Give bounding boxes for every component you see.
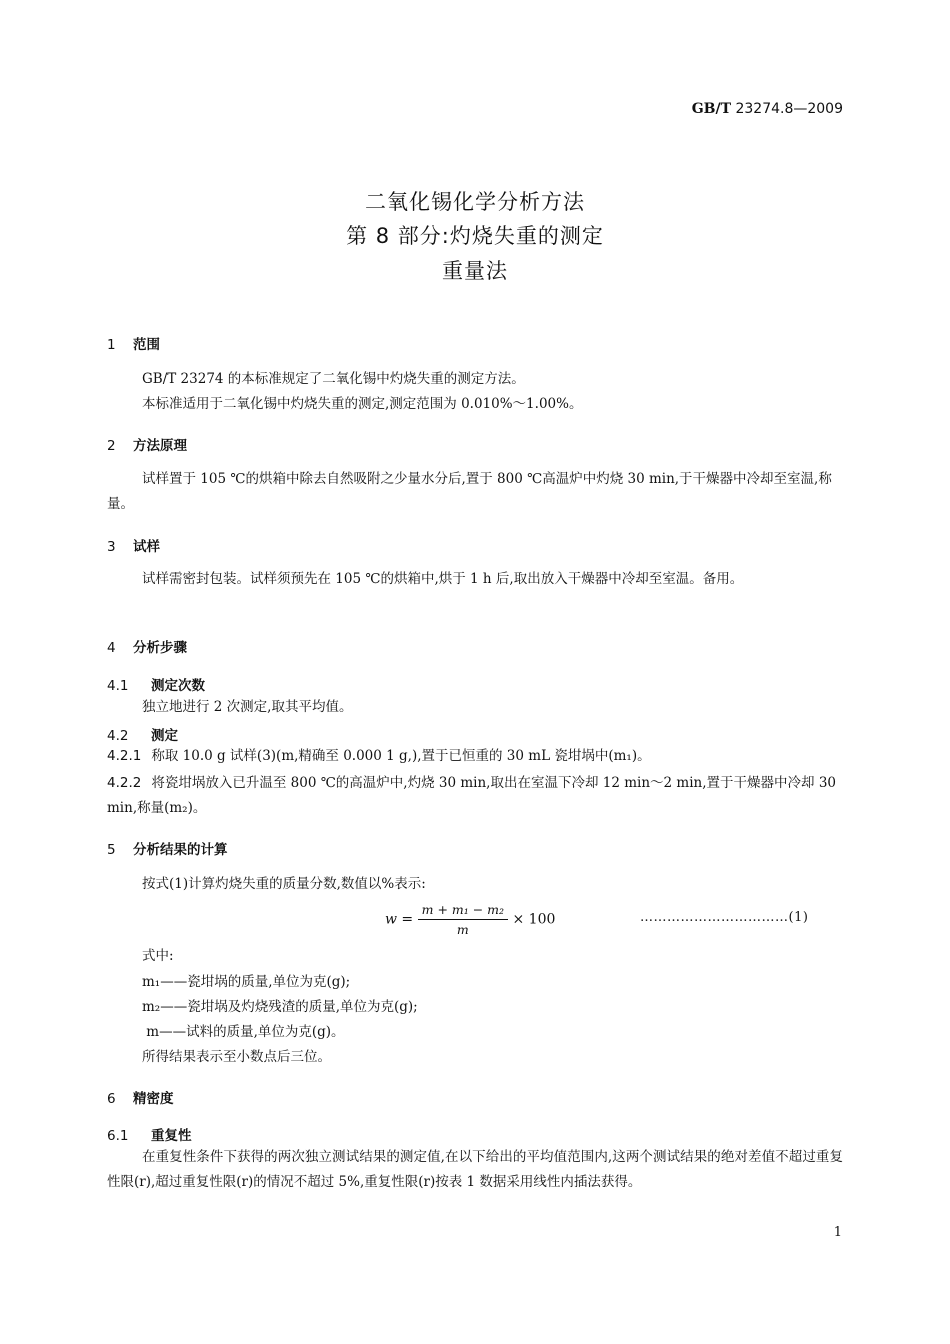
section-number: 1 [107,337,116,353]
definition-m: m——试料的质量,单位为克(g)。 [142,1024,345,1040]
clause-number: 4.2.1 [107,748,142,764]
section-4-2-1-paragraph [107,744,843,769]
formula-numerator: m + m₁ − m₂ [418,902,508,920]
section-title: 分析步骤 [133,640,187,656]
section-5-paragraph-1: 按式(1)计算灼烧失重的质量分数,数值以%表示: [142,876,426,892]
section-number: 3 [107,539,116,555]
subsection-title: 测定 [151,728,178,744]
section-number: 4 [107,640,116,656]
standard-prefix: GB/T [691,101,732,117]
definition-m1: m₁——瓷坩埚的质量,单位为克(g); [142,974,351,990]
section-number: 6 [107,1091,116,1107]
section-3-heading [107,535,843,555]
section-4-2-2-paragraph [107,771,843,821]
section-1-paragraph-1: GB/T 23274 的本标准规定了二氧化锡中灼烧失重的测定方法。 [142,371,525,387]
title-line-1: 二氧化锡化学分析方法 [365,190,585,214]
section-title: 试样 [133,539,160,555]
section-4-1-paragraph: 独立地进行 2 次测定,取其平均值。 [142,699,353,715]
definition-m2: m₂——瓷坩埚及灼烧残渣的质量,单位为克(g); [142,999,418,1015]
section-title: 范围 [133,337,160,353]
title-line-3: 重量法 [442,259,508,283]
clause-text: 将瓷坩埚放入已升温至 800 ℃的高温炉中,灼烧 30 min,取出在室温下冷却 12 min～2 min,置于干燥器中冷却 30 min,称量(m₂)。 [107,775,836,816]
section-4-1-heading [107,674,843,694]
section-1-heading [107,333,843,353]
section-2-heading [107,434,843,454]
title-line-2: 第 8 部分:灼烧失重的测定 [346,224,604,248]
section-title: 精密度 [133,1091,174,1107]
formula-1 [385,902,555,937]
where-label: 式中: [142,948,174,964]
formula-factor: × 100 [512,911,556,928]
section-5-paragraph-2: 所得结果表示至小数点后三位。 [142,1049,331,1065]
subsection-title: 重复性 [151,1128,192,1144]
subsection-title: 测定次数 [151,678,205,694]
section-4-2-heading [107,724,843,744]
subsection-number: 6.1 [107,1128,129,1144]
section-title: 分析结果的计算 [133,842,228,858]
clause-number: 4.2.2 [107,775,142,791]
section-4-heading [107,636,843,656]
formula-lhs: w = [385,911,414,928]
clause-text: 称取 10.0 g 试样(3)(m,精确至 0.000 1 g,),置于已恒重的 30 mL 瓷坩埚中(m₁)。 [151,748,651,764]
page-number: 1 [833,1225,842,1240]
section-number: 2 [107,438,116,454]
subsection-number: 4.2 [107,728,129,744]
section-number: 5 [107,842,116,858]
standard-number: 23274.8—2009 [735,101,843,117]
section-5-heading [107,838,843,858]
standard-code [692,101,843,117]
equation-number: ……………………………(1) [640,910,809,925]
section-title: 方法原理 [133,438,187,454]
section-6-1-paragraph: 在重复性条件下获得的两次独立测试结果的测定值,在以下给出的平均值范围内,这两个测试结果的绝对差值不超过重复性限(r),超过重复性限(r)的情况不超过 5%,重复性限(r)按表 1 数据采用线性内插法获得。 [107,1149,843,1190]
section-3-paragraph-1: 试样需密封包装。试样须预先在 105 ℃的烘箱中,烘于 1 h 后,取出放入干燥器中冷却至室温。备用。 [142,571,744,587]
subsection-number: 4.1 [107,678,129,694]
section-1-paragraph-2: 本标准适用于二氧化锡中灼烧失重的测定,测定范围为 0.010%～1.00%。 [142,396,583,412]
section-6-heading [107,1087,843,1107]
section-2-paragraph-1: 试样置于 105 ℃的烘箱中除去自然吸附之少量水分后,置于 800 ℃高温炉中灼烧 30 min,于干燥器中冷却至室温,称量。 [107,471,832,512]
formula-fraction [418,902,508,937]
section-6-1-heading [107,1124,843,1144]
formula-denominator: m [456,922,469,937]
